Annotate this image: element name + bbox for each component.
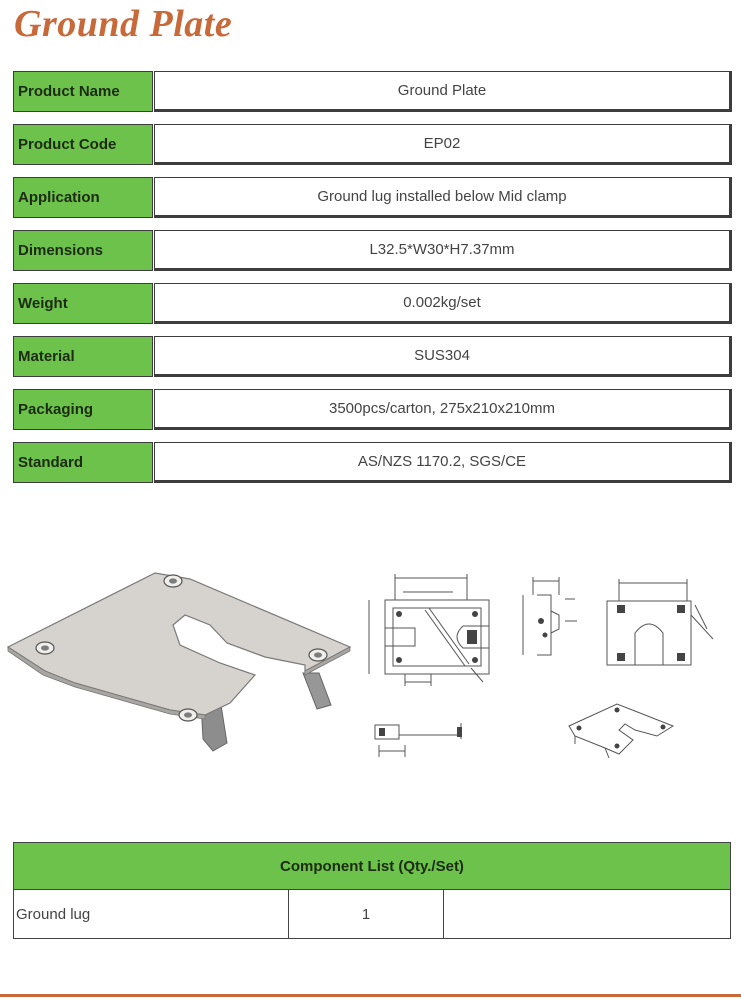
component-list-table xyxy=(13,842,731,939)
component-note xyxy=(444,890,731,939)
spec-value: Ground Plate xyxy=(154,71,732,112)
spec-row-standard xyxy=(13,442,732,483)
spec-label: Product Name xyxy=(13,71,153,112)
spec-row-dimensions xyxy=(13,230,732,271)
component-list-header-row xyxy=(14,843,731,890)
component-list-heading: Component List (Qty./Set) xyxy=(14,843,731,890)
isometric-drawing xyxy=(565,700,675,765)
spec-label: Material xyxy=(13,336,153,377)
spec-row-product-code xyxy=(13,124,732,165)
side-view-drawing xyxy=(515,575,585,670)
spec-row-application xyxy=(13,177,732,218)
spec-value: 3500pcs/carton, 275x210x210mm xyxy=(154,389,732,430)
spec-label: Packaging xyxy=(13,389,153,430)
page-title: Ground Plate xyxy=(14,3,233,45)
spec-value: L32.5*W30*H7.37mm xyxy=(154,230,732,271)
top-view-drawing xyxy=(355,570,505,695)
component-name: Ground lug xyxy=(14,890,289,939)
spec-value: Ground lug installed below Mid clamp xyxy=(154,177,732,218)
spec-label: Product Code xyxy=(13,124,153,165)
spec-row-weight xyxy=(13,283,732,324)
spec-label: Dimensions xyxy=(13,230,153,271)
spec-row-packaging xyxy=(13,389,732,430)
spec-table xyxy=(13,71,732,495)
footer-divider xyxy=(0,994,741,997)
front-view-drawing xyxy=(365,715,475,770)
spec-value: 0.002kg/set xyxy=(154,283,732,324)
spec-value: EP02 xyxy=(154,124,732,165)
spec-row-product-name xyxy=(13,71,732,112)
component-qty: 1 xyxy=(289,890,444,939)
ground-plate-photo xyxy=(5,555,355,765)
bottom-view-drawing xyxy=(595,575,725,675)
spec-label: Standard xyxy=(13,442,153,483)
table-row xyxy=(14,890,731,939)
spec-value: AS/NZS 1170.2, SGS/CE xyxy=(154,442,732,483)
spec-row-material xyxy=(13,336,732,377)
spec-label: Weight xyxy=(13,283,153,324)
spec-value: SUS304 xyxy=(154,336,732,377)
spec-label: Application xyxy=(13,177,153,218)
